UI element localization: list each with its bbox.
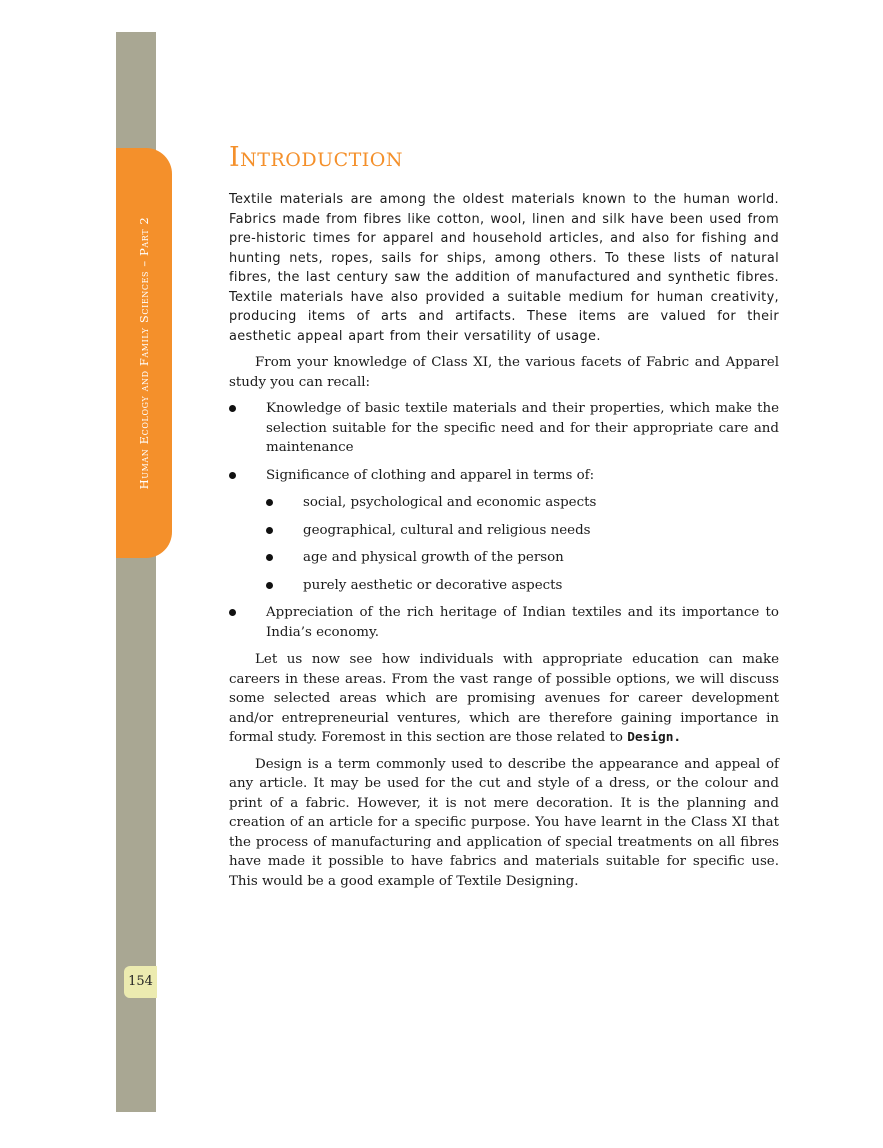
design-paragraph: Design is a term commonly used to describe the appearance and appeal of any article. It may be used for the cut and style of a dress, or the colour and print of a fabric. However, it is not mere decoration. It is the planning and creation of an article for a specific purpose. You have learnt in the Class XI that the process of manufacturing and application of special treatments on all fibres have made it possible to have fabrics and materials suitable for specific use. This would be a good example of Textile Designing. [229,756,779,889]
bullet-icon [229,609,236,616]
list-item [229,466,779,596]
list-item-text: Knowledge of basic textile materials and their properties, which make the selection suitable for the specific need and for their appropriate care and maintenance [266,401,779,455]
sub-list-item [266,576,779,596]
bullet-icon [266,499,273,506]
sub-list-item-text: social, psychological and economic aspects [303,495,597,510]
bullet-icon [266,527,273,534]
section-title: Introduction [229,142,404,173]
design-term: Design. [627,730,682,745]
running-head: Human Ecology and Family Sciences – Part 2 [137,216,151,490]
bullet-icon [229,472,236,479]
bullet-icon [266,582,273,589]
page-number: 154 [124,966,157,998]
bullet-icon [266,554,273,561]
page-content [229,138,779,898]
list-item-text: Significance of clothing and apparel in terms of: [266,467,595,483]
sub-list [266,493,779,595]
list-item [229,603,779,642]
sub-list-item-text: purely aesthetic or decorative aspects [303,577,563,593]
careers-text: Let us now see how individuals with appropriate education can make careers in these areas. From the vast range of possible options, we will discuss some selected areas which are promising avenues for career development and/or entrepreneurial ventures, which are therefore gaining importance in formal study. Foremost in this section are those related to [229,652,779,745]
recall-paragraph: From your knowledge of Class XI, the various facets of Fabric and Apparel study you can recall: [229,355,779,390]
recall-list [229,399,779,642]
sub-list-item-text: geographical, cultural and religious needs [303,522,591,538]
bullet-icon [229,405,236,412]
sub-list-item-text: age and physical growth of the person [303,550,564,565]
intro-paragraph: Textile materials are among the oldest materials known to the human world. Fabrics made from fibres like cotton, wool, linen and silk have been used from pre-historic times for apparel and household articles, and also for fishing and hunting nets, ropes, sails for ships, among others. To these lists of natural fibres, the last century saw the addition of manufactured and synthetic fibres. Textile materials have also provided a suitable medium for human creativity, producing items of arts and artifacts. These items are valued for their aesthetic appeal apart from their versatility of usage. [229,192,779,344]
list-item [229,399,779,458]
sub-list-item [266,521,779,541]
sub-list-item [266,493,779,513]
list-item-text: Appreciation of the rich heritage of Indian textiles and its importance to India’s economy. [266,605,779,640]
careers-paragraph [229,650,779,748]
sub-list-item [266,548,779,568]
